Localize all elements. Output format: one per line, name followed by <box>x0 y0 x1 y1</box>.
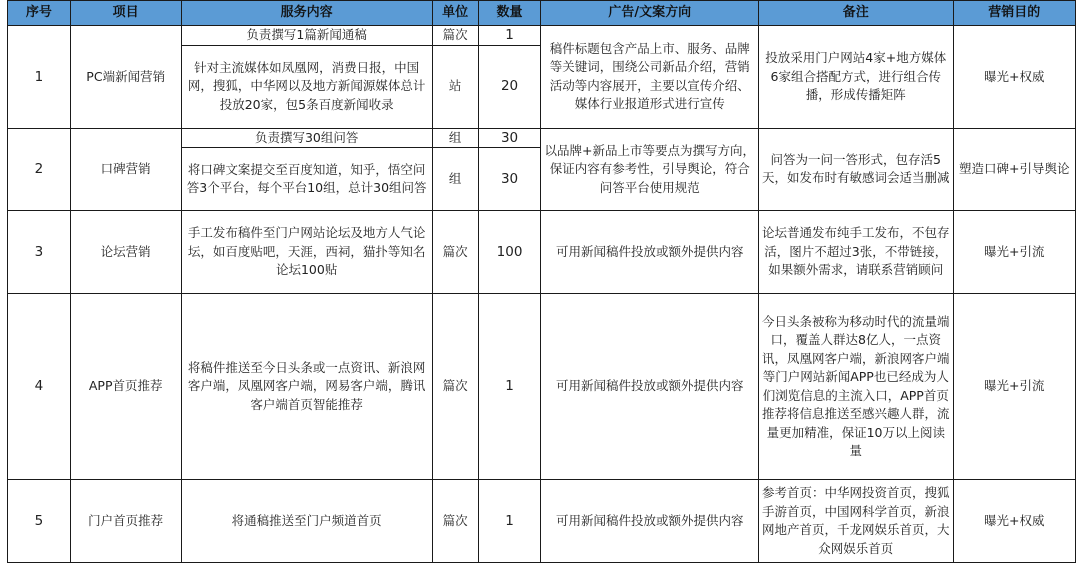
cell-service: 负责撰写1篇新闻通稿 <box>181 26 432 46</box>
header-service: 服务内容 <box>181 1 432 26</box>
cell-qty: 1 <box>478 294 541 480</box>
cell-ad-direction: 可用新闻稿件投放或额外提供内容 <box>541 211 759 294</box>
cell-unit: 组 <box>432 148 478 211</box>
cell-goal: 塑造口碑+引导舆论 <box>953 128 1075 211</box>
cell-note: 今日头条被称为移动时代的流量端口，覆盖人群达8亿人，一点资讯，凤凰网客户端，新浪网客户端等门户网站新闻APP也已经成为人们浏览信息的主流入口，APP首页推荐将信息推送至感兴趣人群，流量更加精准，保证10万以上阅读量 <box>759 294 954 480</box>
cell-unit: 篇次 <box>432 480 478 563</box>
cell-note: 参考首页：中华网投资首页，搜狐手游首页，中国网科学首页，新浪网地产首页，千龙网娱乐首页，大众网娱乐首页 <box>759 480 954 563</box>
cell-note: 投放采用门户网站4家+地方媒体6家组合搭配方式，进行组合传播，形成传播矩阵 <box>759 26 954 129</box>
table-row <box>8 211 1076 294</box>
cell-qty: 100 <box>478 211 541 294</box>
table-row <box>8 294 1076 480</box>
cell-note: 论坛普通发布纯手工发布，不包存活，图片不超过3张，不带链接，如果额外需求，请联系营销顾问 <box>759 211 954 294</box>
cell-service: 将通稿推送至门户频道首页 <box>181 480 432 563</box>
header-item: 项目 <box>70 1 181 26</box>
cell-no: 4 <box>8 294 71 480</box>
cell-unit: 篇次 <box>432 211 478 294</box>
cell-ad-direction: 以品牌+新品上市等要点为撰写方向，保证内容有参考性，引导舆论，符合问答平台使用规范 <box>541 128 759 211</box>
cell-goal: 曝光+权威 <box>953 480 1075 563</box>
table-row <box>8 480 1076 563</box>
cell-goal: 曝光+引流 <box>953 211 1075 294</box>
cell-ad-direction: 稿件标题包含产品上市、服务、品牌等关键词，围绕公司新品介绍，营销活动等内容展开，主要以宣传介绍、媒体行业报道形式进行宣传 <box>541 26 759 129</box>
cell-item: 门户首页推荐 <box>70 480 181 563</box>
cell-item: PC端新闻营销 <box>70 26 181 129</box>
cell-item: APP首页推荐 <box>70 294 181 480</box>
header-goal: 营销目的 <box>953 1 1075 26</box>
header-qty: 数量 <box>478 1 541 26</box>
cell-qty: 30 <box>478 128 541 148</box>
cell-service: 将口碑文案提交至百度知道，知乎，悟空问答3个平台，每个平台10组，总计30组问答 <box>181 148 432 211</box>
cell-no: 2 <box>8 128 71 211</box>
cell-item: 口碑营销 <box>70 128 181 211</box>
cell-qty: 1 <box>478 480 541 563</box>
cell-unit: 篇次 <box>432 26 478 46</box>
cell-goal: 曝光+权威 <box>953 26 1075 129</box>
marketing-plan-table <box>7 0 1076 563</box>
cell-unit: 站 <box>432 45 478 128</box>
cell-no: 3 <box>8 211 71 294</box>
cell-goal: 曝光+引流 <box>953 294 1075 480</box>
cell-service: 手工发布稿件至门户网站论坛及地方人气论坛，如百度贴吧，天涯，西祠，猫扑等知名论坛100贴 <box>181 211 432 294</box>
cell-no: 5 <box>8 480 71 563</box>
header-note: 备注 <box>759 1 954 26</box>
cell-unit: 组 <box>432 128 478 148</box>
cell-ad-direction: 可用新闻稿件投放或额外提供内容 <box>541 480 759 563</box>
cell-qty: 30 <box>478 148 541 211</box>
cell-service: 负责撰写30组问答 <box>181 128 432 148</box>
cell-item: 论坛营销 <box>70 211 181 294</box>
table-row <box>8 26 1076 46</box>
cell-service: 将稿件推送至今日头条或一点资讯、新浪网客户端，凤凰网客户端，网易客户端，腾讯客户端首页智能推荐 <box>181 294 432 480</box>
header-ad-direction: 广告/文案方向 <box>541 1 759 26</box>
cell-note: 问答为一问一答形式，包存活5天，如发布时有敏感词会适当删减 <box>759 128 954 211</box>
cell-qty: 1 <box>478 26 541 46</box>
cell-no: 1 <box>8 26 71 129</box>
table-row <box>8 128 1076 148</box>
header-no: 序号 <box>8 1 71 26</box>
cell-qty: 20 <box>478 45 541 128</box>
header-unit: 单位 <box>432 1 478 26</box>
header-row <box>8 1 1076 26</box>
cell-ad-direction: 可用新闻稿件投放或额外提供内容 <box>541 294 759 480</box>
cell-service: 针对主流媒体如凤凰网，消费日报，中国网，搜狐，中华网以及地方新闻源媒体总计投放20家，包5条百度新闻收录 <box>181 45 432 128</box>
cell-unit: 篇次 <box>432 294 478 480</box>
